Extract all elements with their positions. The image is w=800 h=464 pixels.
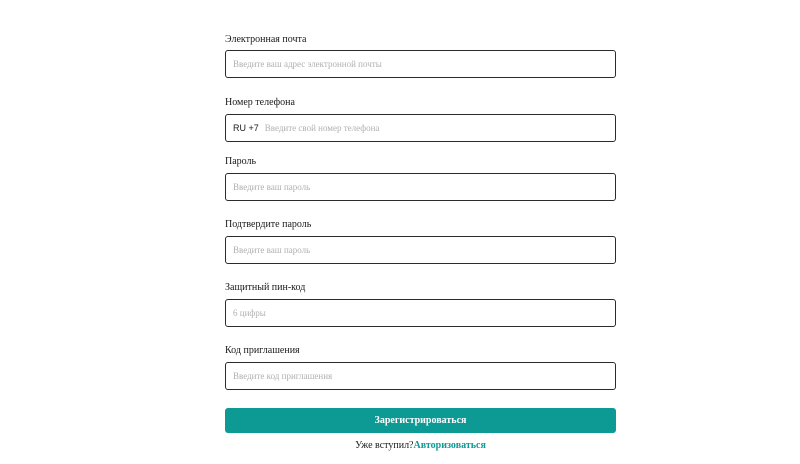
country-code-selector[interactable]: RU +7 [233,123,259,133]
email-field[interactable] [233,51,608,77]
password-field-box[interactable] [225,173,616,201]
phone-field-box[interactable] [225,114,616,142]
phone-label: Номер телефона [225,97,295,108]
invite-label: Код приглашения [225,345,300,356]
login-link[interactable]: Авторизоваться [413,440,486,451]
pin-label: Защитный пин-код [225,282,306,293]
confirm-password-field[interactable] [233,237,608,263]
login-prompt [225,440,616,452]
email-field-box[interactable] [225,50,616,78]
password-label: Пароль [225,156,257,167]
email-label: Электронная почта [225,34,307,45]
pin-field-box[interactable] [225,299,616,327]
invite-code-field[interactable] [233,363,608,389]
phone-field[interactable] [265,115,608,141]
pin-field[interactable] [233,300,608,326]
registration-form [225,0,616,464]
login-prompt-text: Уже вступил? [355,440,414,451]
register-button[interactable]: Зарегистрироваться [225,408,616,433]
invite-field-box[interactable] [225,362,616,390]
password-field[interactable] [233,174,608,200]
confirm-password-label: Подтвердите пароль [225,219,312,230]
confirm-password-field-box[interactable] [225,236,616,264]
